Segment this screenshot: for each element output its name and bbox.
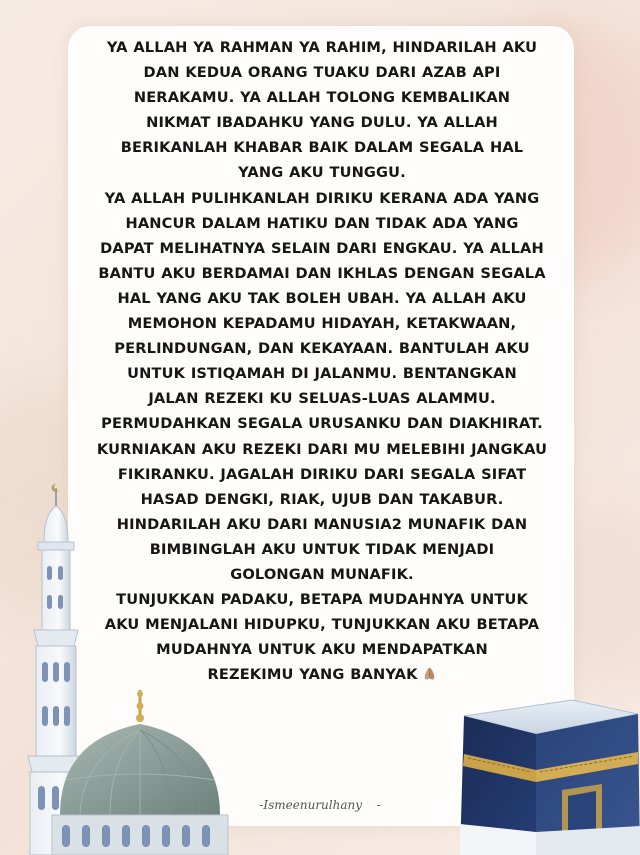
prayer-line: TUNJUKKAN PADAKU, BETAPA MUDAHNYA UNTUK: [116, 591, 528, 609]
prayer-line: PERLINDUNGAN, DAN KEKAYAAN. BANTULAH AKU: [114, 340, 530, 358]
green-dome: [52, 690, 228, 855]
prayer-line: HAL YANG AKU TAK BOLEH UBAH. YA ALLAH AKU: [117, 289, 527, 307]
prayer-line: HANCUR DALAM HATIKU DAN TIDAK ADA YANG: [125, 214, 519, 232]
prayer-line: FIKIRANKU. JAGALAH DIRIKU DARI SEGALA SIFAT: [117, 465, 527, 483]
prayer-line: YANG AKU TUNGGU.: [238, 164, 406, 182]
kaaba-illustration: [452, 694, 640, 855]
heart-icon: ♡: [365, 798, 377, 812]
signature: [220, 798, 420, 812]
prayer-line: MEMOHON KEPADAMU HIDAYAH, KETAKWAAN,: [127, 315, 517, 333]
prayer-line: NERAKAMU. YA ALLAH TOLONG KEMBALIKAN: [133, 89, 511, 107]
signature-trail: -: [376, 798, 381, 812]
signature-text: -Ismeenurulhany: [259, 798, 363, 812]
prayer-line: KURNIAKAN AKU REZEKI DARI MU MELEBIHI JANGKAU: [96, 440, 548, 458]
prayer-line: DAPAT MELIHATNYA SELAIN DARI ENGKAU. YA ALLAH: [100, 239, 544, 257]
mosque-illustration: [0, 480, 250, 855]
prayer-line: YA ALLAH YA RAHMAN YA RAHIM, HINDARILAH AKU: [106, 39, 538, 56]
prayer-line: HINDARILAH AKU DARI MANUSIA2 MUNAFIK DAN: [116, 515, 528, 533]
prayer-line: PERMUDAHKAN SEGALA URUSANKU DAN DIAKHIRAT.: [101, 415, 543, 433]
prayer-line: BANTU AKU BERDAMAI DAN IKHLAS DENGAN SEGALA: [98, 264, 546, 282]
prayer-line-text: REZEKIMU YANG BANYAK: [207, 666, 418, 684]
prayer-line: JALAN REZEKI KU SELUAS-LUAS ALAMMU.: [148, 390, 496, 408]
prayer-line: DAN KEDUA ORANG TUAKU DARI AZAB API: [143, 64, 501, 82]
prayer-line: HASAD DENGKI, RIAK, UJUB DAN TAKABUR.: [140, 490, 504, 508]
prayer-line: AKU MENJALANI HIDUPKU, TUNJUKKAN AKU BETAPA: [104, 616, 540, 634]
prayer-line: GOLONGAN MUNAFIK.: [230, 565, 414, 583]
prayer-line: MUDAHNYA UNTUK AKU MENDAPATKAN: [156, 641, 488, 659]
prayer-line: BIMBINGLAH AKU UNTUK TIDAK MENJADI: [149, 540, 495, 558]
prayer-line: BERIKANLAH KHABAR BAIK DALAM SEGALA HAL: [120, 139, 524, 157]
prayer-line: NIKMAT IBADAHKU YANG DULU. YA ALLAH: [146, 114, 498, 132]
prayer-line: YA ALLAH PULIHKANLAH DIRIKU KERANA ADA YANG: [104, 189, 540, 207]
praying-hands-icon: [422, 666, 437, 681]
prayer-line: UNTUK ISTIQAMAH DI JALANMU. BENTANGKAN: [127, 365, 517, 383]
